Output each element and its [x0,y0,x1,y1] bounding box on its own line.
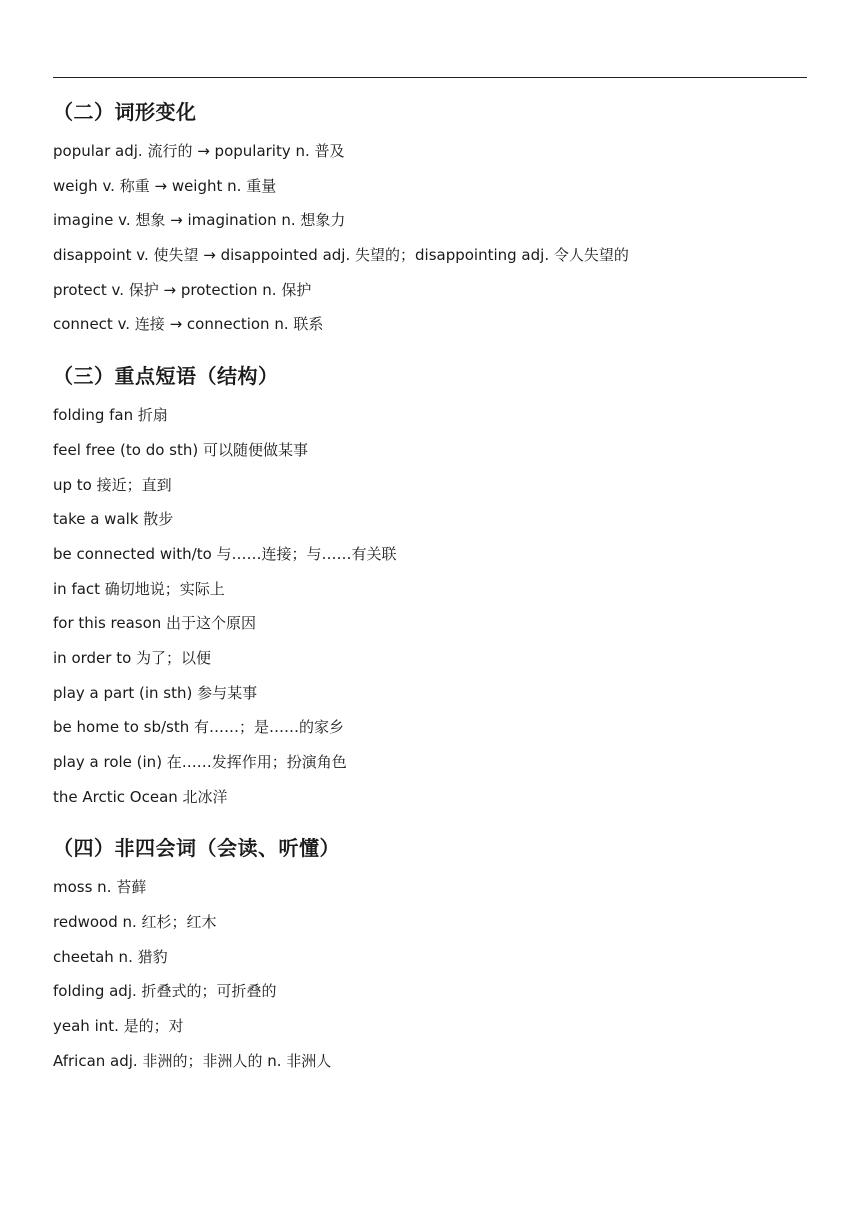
list-item: up to 接近；直到 [53,475,172,494]
list-item: redwood n. 红杉；红木 [53,913,217,932]
section-spacer [53,814,807,832]
section-word-forms [53,96,807,342]
list-item: in fact 确切地说；实际上 [53,579,225,598]
section-recognition-words [53,832,807,1078]
list-item: connect v. 连接 → connection n. 联系 [53,315,324,334]
list-item: in order to 为了；以便 [53,648,212,667]
list-item: African adj. 非洲的；非洲人的 n. 非洲人 [53,1051,332,1070]
list-item: be home to sb/sth 有……；是……的家乡 [53,718,344,737]
list-item: popular adj. 流行的 → popularity n. 普及 [53,142,345,160]
list-item: protect v. 保护 → protection n. 保护 [53,280,312,299]
document-body [53,96,807,1079]
list-item: be connected with/to 与……连接；与……有关联 [53,544,397,563]
top-rule [53,77,807,78]
list-item: play a part (in sth) 参与某事 [53,683,258,702]
section-heading: （二）词形变化 [53,100,197,124]
list-item: moss n. 苔藓 [53,878,147,897]
list-item: the Arctic Ocean 北冰洋 [53,787,228,806]
list-item: folding fan 折扇 [53,406,168,425]
list-item: play a role (in) 在……发挥作用；扮演角色 [53,753,347,771]
section-key-phrases [53,360,807,814]
section-spacer [53,342,807,360]
list-item: feel free (to do sth) 可以随便做某事 [53,440,308,459]
list-item: folding adj. 折叠式的；可折叠的 [53,982,277,1001]
list-item: disappoint v. 使失望 → disappointed adj. 失望的；disappointing adj. 令人失望的 [53,246,629,265]
list-item: weigh v. 称重 → weight n. 重量 [53,176,277,195]
list-item: yeah int. 是的；对 [53,1017,184,1036]
section-heading: （四）非四会词（会读、听懂） [53,836,340,861]
list-item: for this reason 出于这个原因 [53,614,257,633]
list-item: imagine v. 想象 → imagination n. 想象力 [53,211,346,230]
section-heading: （三）重点短语（结构） [53,364,279,389]
list-item: cheetah n. 猎豹 [53,947,168,966]
list-item: take a walk 散步 [53,510,174,529]
